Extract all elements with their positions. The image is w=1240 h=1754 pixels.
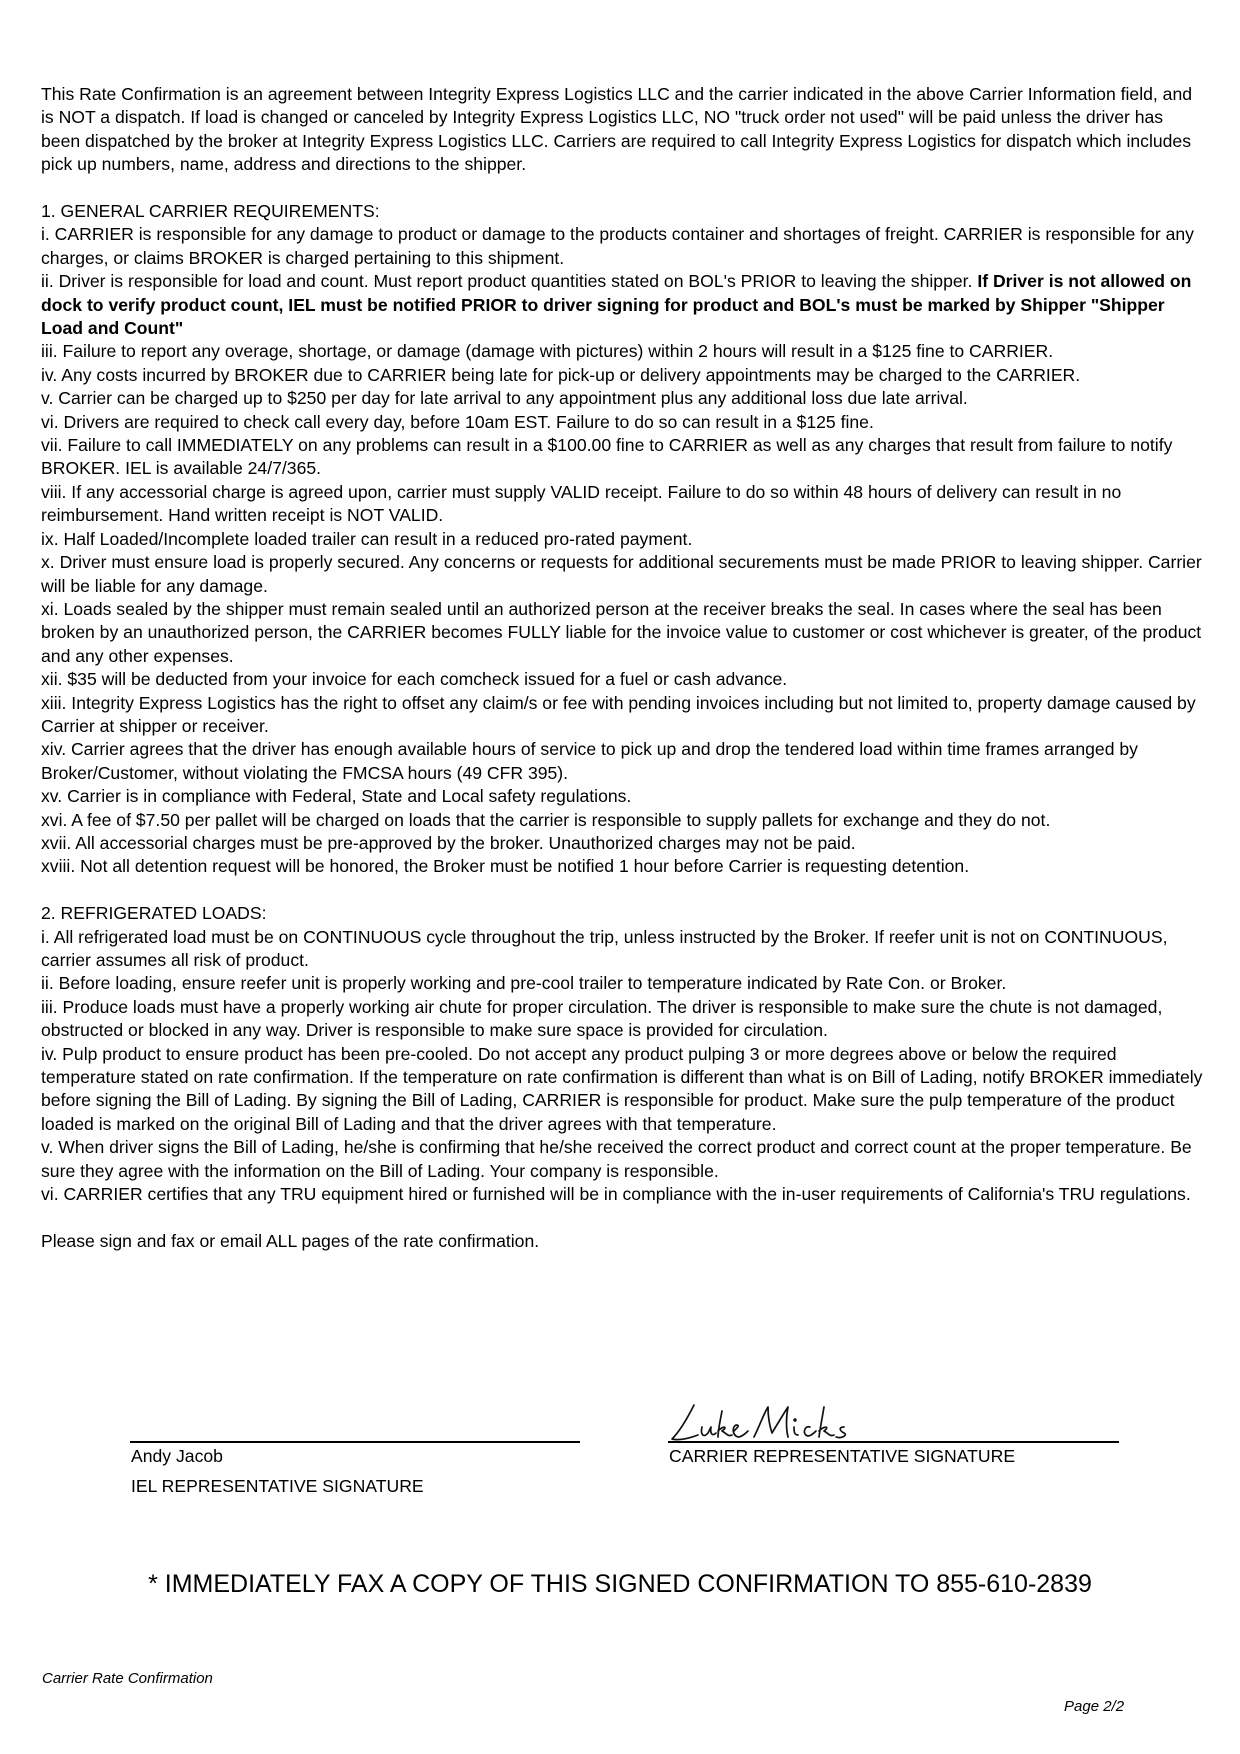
footer-page-number: Page 2/2 <box>1064 1698 1125 1715</box>
section-1-item-ii-bold-text: If Driver is not allowed on dock to verify product count, IEL must be notified PRIOR to driver signing for product and BOL's must be marked by Shipper "Shipper Load and Count" <box>41 271 1192 339</box>
iel-signature-label: IEL REPRESENTATIVE SIGNATURE <box>131 1476 424 1496</box>
iel-signature-line <box>130 1441 580 1443</box>
section-1-item-iv: iv. Any costs incurred by BROKER due to CARRIER being late for pick-up or delivery appointments may be charged to the CARRIER. <box>41 364 1081 385</box>
section-2-item-v: v. When driver signs the Bill of Lading, he/she is confirming that he/she received the correct product and correct count at the proper temperature. Be sure they agree with the information on the Bill of Lading. Your company is responsible. <box>41 1137 1192 1181</box>
carrier-handwritten-signature <box>668 1397 908 1447</box>
terms-body <box>41 83 1207 1253</box>
footer-document-title: Carrier Rate Confirmation <box>42 1670 213 1687</box>
section-1-item-ix: ix. Half Loaded/Incomplete loaded trailer can result in a reduced pro-rated payment. <box>41 528 693 549</box>
fax-notice: * IMMEDIATELY FAX A COPY OF THIS SIGNED CONFIRMATION TO 855-610-2839 <box>148 1570 1092 1598</box>
section-1-item-i: i. CARRIER is responsible for any damage to product or damage to the products container and shortages of freight. CARRIER is responsible for any charges, or claims BROKER is charged pertaining to this shipment. <box>41 224 1194 268</box>
section-1-item-iii: iii. Failure to report any overage, shortage, or damage (damage with pictures) within 2 hours will result in a $125 fine to CARRIER. <box>41 341 1054 362</box>
section-1-heading: 1. GENERAL CARRIER REQUIREMENTS: <box>41 201 380 222</box>
section-1-item-vii: vii. Failure to call IMMEDIATELY on any problems can result in a $100.00 fine to CARRIER as well as any charges that result from failure to notify BROKER. IEL is available 24/7/365. <box>41 435 1173 479</box>
section-1-item-viii: viii. If any accessorial charge is agreed upon, carrier must supply VALID receipt. Failure to do so within 48 hours of delivery can result in no reimbursement. Hand written receipt is NOT VALID. <box>41 481 1122 526</box>
section-1-item-xiii: xiii. Integrity Express Logistics has the right to offset any claim/s or fee with pending invoices including but not limited to, property damage caused by Carrier at shipper or receiver. <box>41 692 1196 736</box>
section-2-item-vi: vi. CARRIER certifies that any TRU equipment hired or furnished will be in compliance with the in-user requirements of California's TRU regulations. <box>41 1184 1191 1205</box>
carrier-signature-label: CARRIER REPRESENTATIVE SIGNATURE <box>669 1446 1016 1466</box>
section-1-item-xii: xii. $35 will be deducted from your invoice for each comcheck issued for a fuel or cash advance. <box>41 669 788 690</box>
section-2-item-ii: ii. Before loading, ensure reefer unit is properly working and pre-cool trailer to temperature indicated by Rate Con. or Broker. <box>41 973 1007 994</box>
section-1-item-xviii: xviii. Not all detention request will be honored, the Broker must be notified 1 hour before Carrier is requesting detention. <box>41 856 970 877</box>
section-2-item-i: i. All refrigerated load must be on CONTINUOUS cycle throughout the trip, unless instructed by the Broker. If reefer unit is not on CONTINUOUS, carrier assumes all risk of product. <box>41 926 1168 970</box>
section-1-item-xvii: xvii. All accessorial charges must be pre-approved by the broker. Unauthorized charges may not be paid. <box>41 832 856 853</box>
section-1-item-x: x. Driver must ensure load is properly secured. Any concerns or requests for additional securements must be made PRIOR to leaving shipper. Carrier will be liable for any damage. <box>41 552 1202 596</box>
section-2-item-iv: iv. Pulp product to ensure product has been pre-cooled. Do not accept any product pulping 3 or more degrees above or below the required temperature stated on rate confirmation. If the temperature on rate confirmation is different than what is on Bill of Lading, notify BROKER immediately before signing the Bill of Lading. By signing the Bill of Lading, CARRIER is responsible for product. Make sure the pulp temperature of the product loaded is marked on the original Bill of Lading and that the driver agrees with that temperature. <box>41 1043 1203 1134</box>
section-1-item-xiv: xiv. Carrier agrees that the driver has enough available hours of service to pick up and drop the tendered load within time frames arranged by Broker/Customer, without violating the FMCSA hours (49 CFR 395). <box>41 739 1138 783</box>
section-1-item-vi: vi. Drivers are required to check call every day, before 10am EST. Failure to do so can result in a $125 fine. <box>41 411 874 432</box>
section-1-item-ii <box>41 270 1207 340</box>
section-1-item-xv: xv. Carrier is in compliance with Federal, State and Local safety regulations. <box>41 786 632 807</box>
section-2-heading: 2. REFRIGERATED LOADS: <box>41 903 267 924</box>
section-1-item-xvi: xvi. A fee of $7.50 per pallet will be charged on loads that the carrier is responsible to supply pallets for exchange and they do not. <box>41 809 1051 830</box>
closing-instruction: Please sign and fax or email ALL pages of the rate confirmation. <box>41 1230 540 1251</box>
section-1-item-v: v. Carrier can be charged up to $250 per day for late arrival to any appointment plus any additional loss due late arrival. <box>41 388 968 409</box>
section-1-item-ii-text: ii. Driver is responsible for load and count. Must report product quantities stated on BOL's PRIOR to leaving the shipper. <box>41 271 978 292</box>
section-2-item-iii: iii. Produce loads must have a properly working air chute for proper circulation. The driver is responsible to make sure the chute is not damaged, obstructed or blocked in any way. Driver is responsible to make sure space is provided for circulation. <box>41 996 1163 1041</box>
intro-paragraph: This Rate Confirmation is an agreement between Integrity Express Logistics LLC and the carrier indicated in the above Carrier Information field, and is NOT a dispatch. If load is changed or canceled by Integrity Express Logistics LLC, NO "truck order not used" will be paid unless the driver has been dispatched by the broker at Integrity Express Logistics LLC. Carriers are required to call Integrity Express Logistics for dispatch which includes pick up numbers, name, address and directions to the shipper. <box>41 84 1193 175</box>
section-1-item-xi: xi. Loads sealed by the shipper must remain sealed until an authorized person at the receiver breaks the seal. In cases where the seal has been broken by an unauthorized person, the CARRIER becomes FULLY liable for the invoice value to customer or cost whichever is greater, of the product and any other expenses. <box>41 598 1202 666</box>
iel-representative-name: Andy Jacob <box>131 1446 223 1466</box>
carrier-signature-line <box>668 1441 1119 1443</box>
